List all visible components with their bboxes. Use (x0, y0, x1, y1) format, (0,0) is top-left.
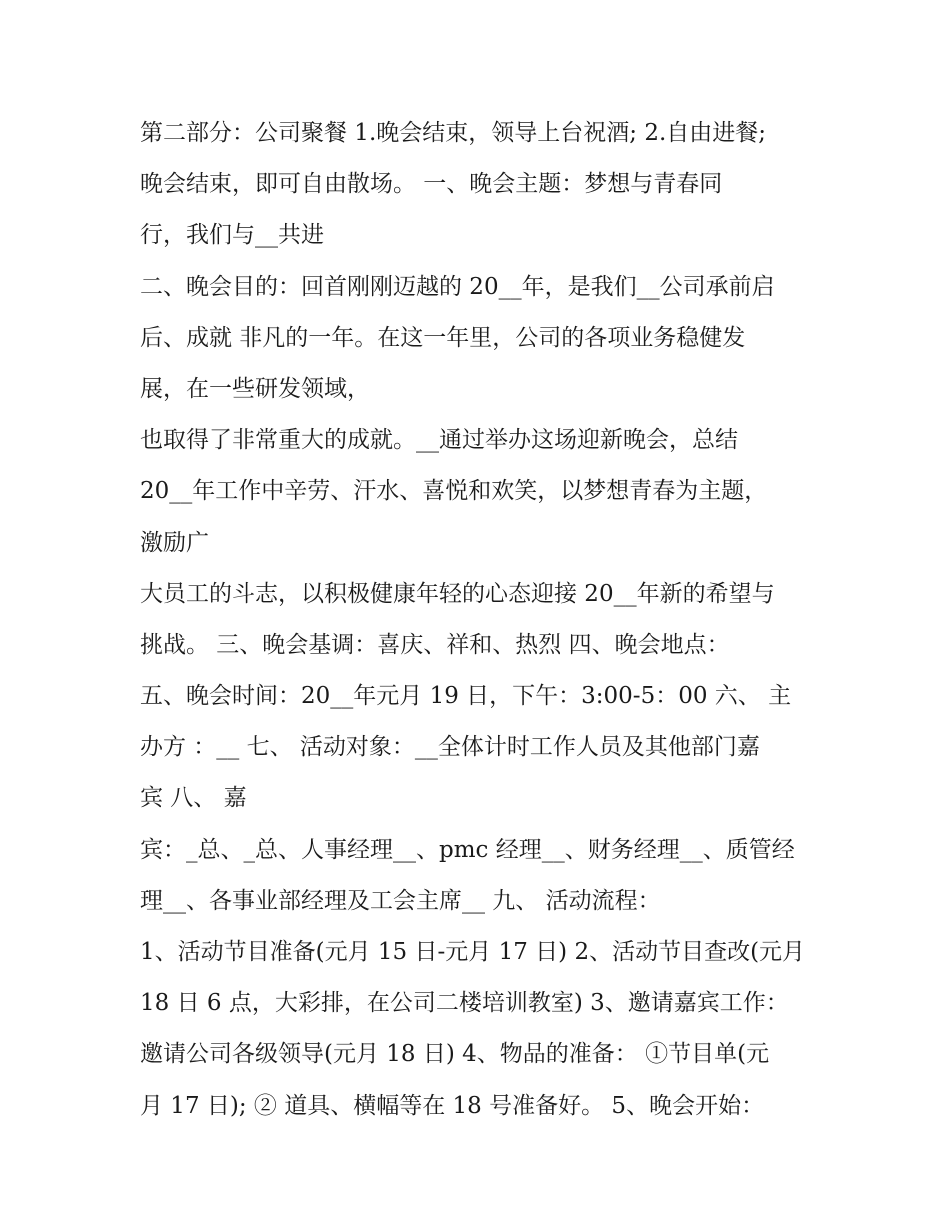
text-line-15: 宾：_总、_总、人事经理__、pmc 经理__、财务经理__、质管经 (140, 836, 795, 863)
text-line-3: 行，我们与__共进 (140, 222, 324, 249)
text-line-12: 五、晚会时间：20__年元月 19 日，下午：3:00-5：00 六、 主 (140, 683, 792, 710)
text-line-8: 20__年工作中辛劳、汗水、喜悦和欢笑，以梦想青春为主题， (140, 478, 768, 505)
text-line-7: 也取得了非常重大的成就。__通过举办这场迎新晚会，总结 (140, 427, 738, 454)
text-line-9: 激励广 (140, 529, 209, 556)
text-line-14: 宾 八、 嘉 (140, 785, 247, 812)
text-line-1: 第二部分：公司聚餐 1.晚会结束，领导上台祝酒; 2.自由进餐; (140, 120, 767, 146)
text-line-17: 1、活动节目准备(元月 15 日-元月 17 日) 2、活动节目查改(元月 (140, 939, 806, 965)
text-line-19: 邀请公司各级领导(元月 18 日) 4、物品的准备： ①节目单(元 (140, 1041, 770, 1068)
text-line-6: 展，在一些研发领域， (140, 375, 370, 402)
text-line-18: 18 日 6 点，大彩排，在公司二楼培训教室) 3、邀请嘉宾工作： (140, 990, 789, 1017)
text-line-13: 办方 ：__ 七、 活动对象：__全体计时工作人员及其他部门嘉 (140, 734, 760, 761)
text-line-5: 后、成就 非凡的一年。在这一年里，公司的各项业务稳健发 (140, 324, 746, 351)
text-line-10: 大员工的斗志，以积极健康年轻的心态迎接 20__年新的希望与 (140, 580, 775, 607)
text-line-2: 晚会结束，即可自由散场。 一、晚会主题：梦想与青春同 (140, 171, 723, 198)
text-line-4: 二、晚会目的：回首刚刚迈越的 20__年，是我们__公司承前启 (140, 273, 775, 300)
document-body (140, 108, 820, 1132)
text-line-16: 理__、各事业部经理及工会主席__ 九、 活动流程： (140, 887, 661, 914)
text-line-20: 月 17 日); ② 道具、横幅等在 18 号准备好。 5、晚会开始： (140, 1092, 765, 1119)
text-line-11: 挑战。 三、晚会基调：喜庆、祥和、热烈 四、晚会地点： (140, 631, 730, 658)
